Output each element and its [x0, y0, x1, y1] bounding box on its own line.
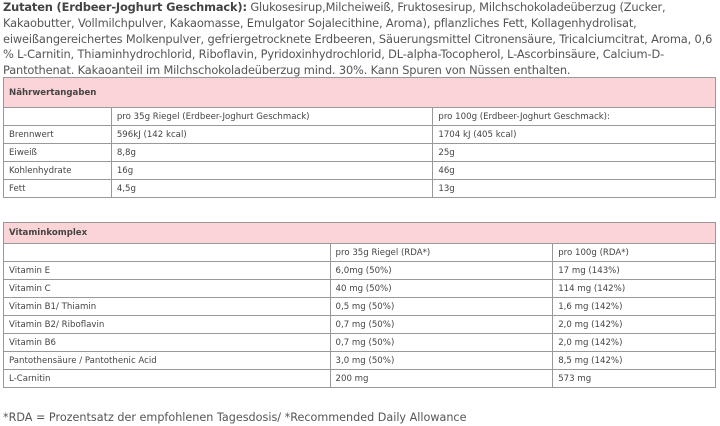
table-cell: 573 mg	[553, 370, 716, 388]
table-row	[4, 144, 716, 162]
table-cell: 1,6 mg (142%)	[553, 298, 716, 316]
table-row	[4, 370, 716, 388]
table-cell: Vitamin B6	[4, 334, 331, 352]
table-cell: 46g	[433, 162, 716, 180]
table-cell: 6,0mg (50%)	[330, 262, 553, 280]
table-row	[4, 352, 716, 370]
vitamin-header-cell: pro 35g Riegel (RDA*)	[330, 244, 553, 262]
table-row	[4, 262, 716, 280]
table-cell: 0,7 mg (50%)	[330, 334, 553, 352]
nutrition-header-cell: pro 35g Riegel (Erdbeer-Joghurt Geschmack)	[111, 108, 433, 126]
table-row	[4, 126, 716, 144]
table-cell: Vitamin E	[4, 262, 331, 280]
table-cell: 114 mg (142%)	[553, 280, 716, 298]
table-cell: 4,5g	[111, 180, 433, 198]
rda-footnote: *RDA = Prozentsatz der empfohlenen Tagesdosis/ *Recommended Daily Allowance	[3, 411, 467, 424]
table-cell: 3,0 mg (50%)	[330, 352, 553, 370]
table-cell: Eiweiß	[4, 144, 112, 162]
table-cell: 2,0 mg (142%)	[553, 334, 716, 352]
table-cell: Kohlenhydrate	[4, 162, 112, 180]
ingredients-text	[3, 0, 715, 79]
nutrition-header-cell	[4, 108, 112, 126]
table-cell: 8,8g	[111, 144, 433, 162]
table-cell: 13g	[433, 180, 716, 198]
table-cell: Brennwert	[4, 126, 112, 144]
table-row	[4, 334, 716, 352]
table-cell: 596kJ (142 kcal)	[111, 126, 433, 144]
table-row	[4, 316, 716, 334]
vitamin-header-cell	[4, 244, 331, 262]
nutrition-header-cell: pro 100g (Erdbeer-Joghurt Geschmack):	[433, 108, 716, 126]
nutrition-table	[3, 77, 716, 198]
table-cell: 16g	[111, 162, 433, 180]
table-cell: Vitamin B2/ Riboflavin	[4, 316, 331, 334]
table-cell: 40 mg (50%)	[330, 280, 553, 298]
table-cell: 200 mg	[330, 370, 553, 388]
table-row	[4, 162, 716, 180]
table-cell: Vitamin C	[4, 280, 331, 298]
table-cell: L-Carnitin	[4, 370, 331, 388]
table-cell: 8,5 mg (142%)	[553, 352, 716, 370]
table-cell: Vitamin B1/ Thiamin	[4, 298, 331, 316]
table-cell: 17 mg (143%)	[553, 262, 716, 280]
table-cell: 0,7 mg (50%)	[330, 316, 553, 334]
table-cell: Fett	[4, 180, 112, 198]
table-row	[4, 280, 716, 298]
table-cell: 0,5 mg (50%)	[330, 298, 553, 316]
ingredients-label: Zutaten (Erdbeer-Joghurt Geschmack):	[3, 0, 247, 14]
table-cell: Pantothensäure / Pantothenic Acid	[4, 352, 331, 370]
table-row	[4, 298, 716, 316]
ingredients-body: Glukosesirup,Milcheiweiß, Fruktosesirup, Milchschokoladeüberzug (Zucker, Kakaobutter, Vollmilchpulver, Kakaomasse, Emulgator Sojalecithine, Aroma), pflanzliches Fett, Kollagenhydrolisat, eiweißangereichertes Molkenpulver, gefriergetrocknete Erdbeeren, Säuerungsmittel Citronensäure, Tricalciumcitrat, Aroma, 0,6 % L-Carnitin, Thiaminhydrochlorid, Riboflavin, Pyridoxinhydrochlorid, DL-alpha-Tocopherol, L-Ascorbinsäure, Calcium-D-Pantothenat. Kakaoanteil im Milchschokoladeüberzug mind. 30%. Kann Spuren von Nüssen enthalten.	[3, 0, 713, 78]
table-cell: 2,0 mg (142%)	[553, 316, 716, 334]
vitamin-header-cell: pro 100g (RDA*)	[553, 244, 716, 262]
table-row	[4, 180, 716, 198]
table-cell: 1704 kJ (405 kcal)	[433, 126, 716, 144]
table-cell: 25g	[433, 144, 716, 162]
nutrition-title: Nährwertangaben	[4, 78, 716, 108]
vitamin-table	[3, 222, 716, 388]
vitamin-title: Vitaminkomplex	[4, 223, 716, 244]
